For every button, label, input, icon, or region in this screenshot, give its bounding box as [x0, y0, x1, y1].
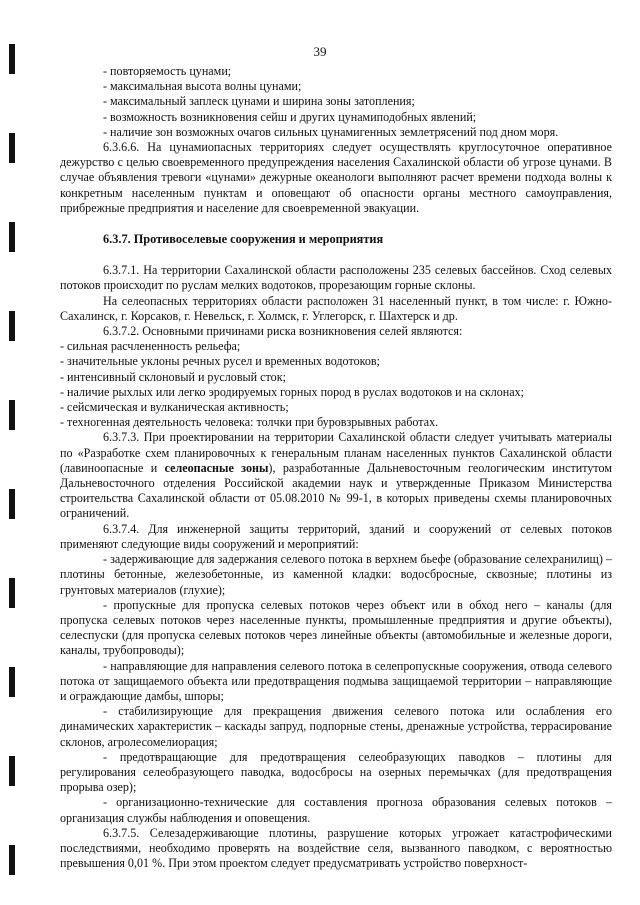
list-item: - интенсивный склоновый и русловый сток;	[60, 369, 286, 384]
binder-hole-mark	[9, 578, 15, 608]
list-item: - организационно-технические для составления прогноза образования селевых потоков – организация службы наблюдения и оповещения.	[60, 795, 612, 825]
paragraph-6-3-7-5: 6.3.7.5. Селезадерживающие плотины, разрушение которых угрожает катастрофическими последствиями, необходимо проверять на воздействие селя, вызванного паводком, с вероятностью превышения 0,01 %. При этом проектом следует предусматривать устройство поверхност-	[60, 825, 612, 871]
list-item: - значительные уклоны речных русел и временных водотоков;	[60, 354, 380, 369]
list-item: - направляющие для направления селевого потока в селепропускные сооружения, отвода селевого потока от защищаемого объекта или предотвращения подмыва защищаемой территории – направляющие и ограждающие дамбы, шпоры;	[60, 658, 612, 703]
section-heading: 6.3.7. Противоселевые сооружения и мероприятия	[103, 232, 384, 247]
list-item: - предотвращающие для предотвращения селеобразующих паводков – плотины для регулирования селеобразующего паводка, водосбросы на озерных перемычках (для предотвращения прорыва озер);	[60, 749, 612, 795]
binder-hole-mark	[9, 845, 15, 875]
binder-hole-mark	[9, 222, 15, 252]
page-number: 39	[313, 44, 327, 59]
list-item: - пропускные для пропуска селевых потоков через объект или в обход него – каналы (для пропуска селевых потоков через населенные пункты, промышленные предприятия и другие объекты), селеспуски (для пропуска селевых потоков через линейные объекты (автомобильные и железные дороги, каналы, трубопроводы);	[60, 597, 612, 658]
list-item: - стабилизирующие для прекращения движения селевого потока или ослабления его динамических характеристик – каскады запруд, подпорные стены, дренажные устройства, террасирование склонов, агролесомелиорация;	[60, 704, 612, 749]
list-item: - техногенная деятельность человека: толчки при буровзрывных работах.	[60, 415, 439, 430]
paragraph-6-3-7-3-part-1: 6.3.7.3. При проектировании на территории Сахалинской области следует учитывать материалы по «Разработке схем планировочных к генеральным планам населенных пунктов Сахалинской области (лавиноопасные и	[60, 430, 612, 475]
binder-hole-mark	[9, 756, 15, 786]
list-item: - наличие рыхлых или легко эродируемых горных пород в руслах водотоков и на склонах;	[60, 384, 525, 399]
binder-hole-mark	[9, 667, 15, 697]
paragraph-6-3-7-3-part-2: ), разработанные Дальневосточным геологическим институтом Дальневосточного отделения Российской академии наук и утвержденные Приказом Министерства строительства Сахалинской области от 05.08.2010 № 99-1, в которых приведены схемы планировочных ограничений.	[60, 460, 612, 521]
list-item: - максимальный заплеск цунами и ширина зоны затопления;	[103, 94, 415, 109]
list-item: - возможность возникновения сейш и других цунамиподобных явлений;	[103, 109, 477, 124]
paragraph-6-3-7-2: 6.3.7.2. Основными причинами риска возникновения селей являются:	[103, 324, 463, 339]
list-item: - сейсмическая и вулканическая активность;	[60, 400, 289, 415]
binder-hole-mark	[9, 133, 15, 163]
document-body	[60, 64, 612, 871]
binder-hole-mark	[9, 400, 15, 430]
list-item: - повторяемость цунами;	[103, 64, 232, 78]
list-item: - задерживающие для задержания селевого потока в верхнем бьефе (образование селехранилищ) – плотины бетонные, железобетонные, из каменной кладки: водосбросные, сквозные; плотины из грунтовых материалов (глухие);	[60, 552, 612, 597]
list-item: - наличие зон возможных очагов сильных цунамигенных землетрясений под дном моря.	[103, 124, 559, 139]
binder-hole-mark	[9, 489, 15, 519]
paragraph-6-3-7-4: 6.3.7.4. Для инженерной защиты территорий, зданий и сооружений от селевых потоков применяют следующие виды сооружений и мероприятий:	[60, 521, 612, 551]
paragraph-6-3-7-3	[60, 430, 612, 521]
paragraph-6-3-7-1: 6.3.7.1. На территории Сахалинской области расположены 235 селевых бассейнов. Сход селевых потоков происходит по руслам мелких водотоков, прорезающим горные склоны.	[60, 263, 612, 293]
paragraph-settlements: На селеопасных территориях области расположен 31 населенный пункт, в том числе: г. Южно-Сахалинск, г. Корсаков, г. Невельск, г. Холмск, г. Углегорск, г. Шахтерск и др.	[60, 293, 612, 323]
paragraph-6-3-6-6: 6.3.6.6. На цунамиопасных территориях следует осуществлять круглосуточное оперативное дежурство с целью своевременного предупреждения населения Сахалинской области об угрозе цунами. В случае объявления тревоги «цунами» дежурные океанологи выполняют расчет времени подхода волны к конкретным населенным пунктам и оповещают об опасности органы местного самоуправления, прибрежные предприятия и население для своевременной эвакуации.	[60, 140, 612, 215]
list-item: - сильная расчлененность рельефа;	[60, 339, 241, 354]
bold-term: селеопасные зоны	[164, 460, 269, 475]
list-item: - максимальная высота волны цунами;	[103, 79, 302, 94]
binder-hole-mark	[9, 311, 15, 341]
